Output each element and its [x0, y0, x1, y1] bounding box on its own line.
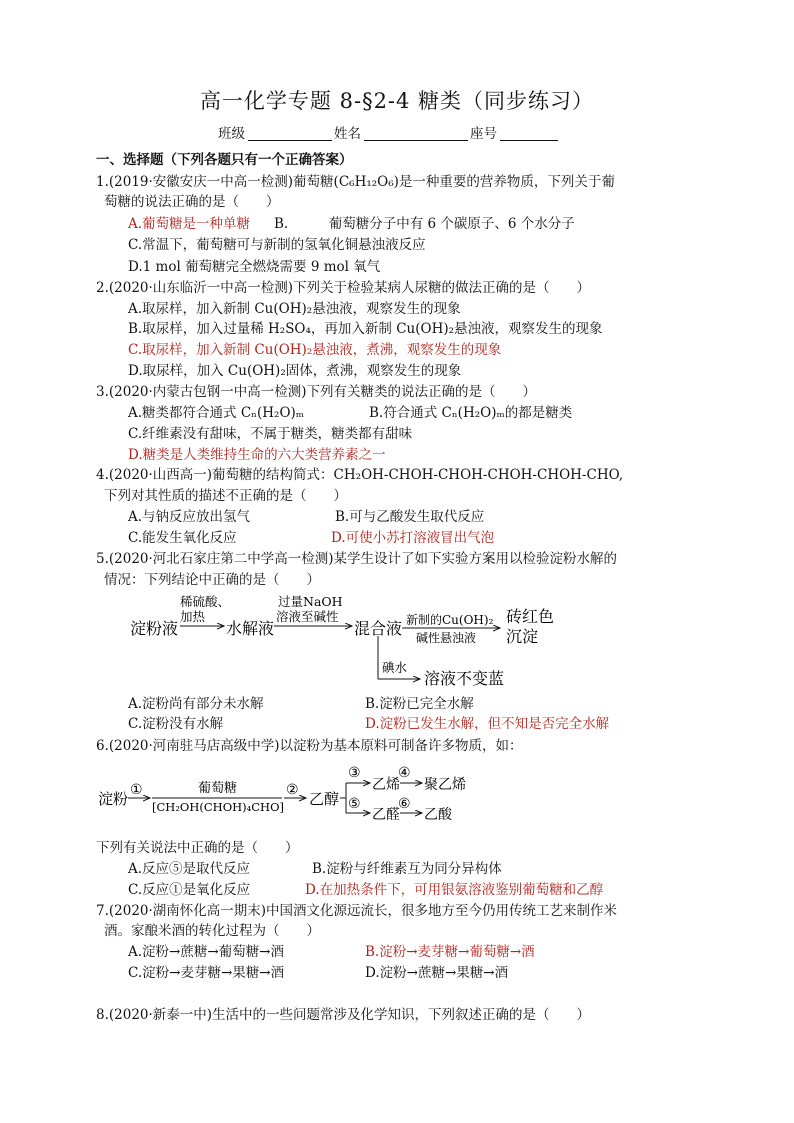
- q6-option-c[interactable]: C.反应①是氧化反应: [128, 882, 251, 898]
- q7-option-b[interactable]: B.淀粉→麦芽糖→葡萄糖→酒: [365, 944, 535, 960]
- q5-reagent1-line1: 稀硫酸、: [180, 594, 231, 609]
- q7-stem-line2: 酒。家酿米酒的转化过程为（ ）: [104, 923, 320, 939]
- class-label: 班级: [218, 126, 245, 142]
- q5-starch-solution: 淀粉液: [130, 619, 179, 638]
- q6-ethylene: 乙烯: [372, 777, 400, 793]
- q4-option-d[interactable]: D.可使小苏打溶液冒出气泡: [331, 530, 495, 546]
- q1-stem-line2: 萄糖的说法正确的是（ ）: [104, 194, 280, 210]
- q1-option-b[interactable]: B. 葡萄糖分子中有 6 个碳原子、6 个水分子: [274, 216, 575, 232]
- q7-stem-line1: 7.(2020·湖南怀化高一期末)中国酒文化源远流长，很多地方至今仍用传统工艺来制作米: [96, 903, 618, 919]
- q2-option-b[interactable]: B.取尿样，加入过量稀 H₂SO₄，再加入新制 Cu(OH)₂悬浊液，观察发生的现象: [128, 321, 603, 337]
- q5-option-b[interactable]: B.淀粉已完全水解: [365, 696, 474, 712]
- q3-stem: 3.(2020·内蒙古包钢一中高一检测)下列有关糖类的说法正确的是（ ）: [96, 384, 537, 400]
- name-label: 姓名: [334, 126, 361, 142]
- q2-option-c[interactable]: C.取尿样，加入新制 Cu(OH)₂悬浊液，煮沸，观察发生的现象: [128, 342, 502, 358]
- q6-option-b[interactable]: B.淀粉与纤维素互为同分异构体: [312, 861, 502, 877]
- q4-option-a[interactable]: A.与钠反应放出氢气: [128, 509, 251, 525]
- q5-result1-line2: 沉淀: [506, 627, 539, 646]
- q3-option-c[interactable]: C.纤维素没有甜味，不属于糖类，糖类都有甜味: [128, 426, 413, 442]
- q1-option-a[interactable]: A.葡萄糖是一种单糖: [128, 216, 251, 232]
- q5-stem-line2: 情况：下列结论中正确的是（ ）: [104, 572, 320, 588]
- q5-stem-line1: 5.(2020·河北石家庄第二中学高一检测)某学生设计了如下实验方案用以检验淀粉水解的: [96, 551, 618, 567]
- q8-stem: 8.(2020·新泰一中)生活中的一些问题常涉及化学知识，下列叙述正确的是（ ）: [96, 1007, 591, 1023]
- q5-option-a[interactable]: A.淀粉尚有部分未水解: [128, 696, 264, 712]
- q6-option-d[interactable]: D.在加热条件下，可用银氨溶液鉴别葡萄糖和乙醇: [305, 882, 604, 898]
- q2-option-d[interactable]: D.取尿样，加入 Cu(OH)₂固体，煮沸，观察发生的现象: [128, 363, 462, 379]
- q3-option-b[interactable]: B.符合通式 Cₙ(H₂O)ₘ的都是糖类: [369, 405, 573, 421]
- q1-option-c[interactable]: C.常温下，葡萄糖可与新制的氢氧化铜悬浊液反应: [128, 237, 426, 253]
- q6-step1: ①: [130, 782, 143, 798]
- seat-label: 座号: [470, 126, 497, 142]
- q6-step5: ⑤: [348, 796, 361, 812]
- page-title: 高一化学专题 8-§2-4 糖类（同步练习）: [199, 89, 595, 113]
- q5-reagent3-line1: 新制的Cu(OH)₂: [406, 613, 494, 627]
- q4-option-c[interactable]: C.能发生氧化反应: [128, 530, 237, 546]
- q2-stem: 2.(2020·山东临沂一中高一检测)下列关于检验某病人尿糖的做法正确的是（ ）: [96, 280, 591, 296]
- q5-option-c[interactable]: C.淀粉没有水解: [128, 716, 224, 732]
- q6-glucose: 葡萄糖: [198, 781, 238, 796]
- q6-step4: ④: [398, 765, 411, 781]
- q7-option-d[interactable]: D.淀粉→蔗糖→果糖→酒: [365, 965, 509, 981]
- q3-option-a[interactable]: A.糖类都符合通式 Cₙ(H₂O)ₘ: [128, 405, 305, 421]
- q6-stem2: 下列有关说法中正确的是（ ）: [96, 840, 299, 856]
- q3-option-d[interactable]: D.糖类是人类维持生命的六大类营养素之一: [128, 447, 386, 463]
- q6-glucose-formula: [CH₂OH(CHOH)₄CHO]: [152, 800, 284, 814]
- q2-option-a[interactable]: A.取尿样，加入新制 Cu(OH)₂悬浊液，观察发生的现象: [128, 301, 461, 317]
- q6-step6: ⑥: [398, 796, 411, 812]
- q5-reagent1-line2: 加热: [180, 609, 206, 624]
- q7-option-a[interactable]: A.淀粉→蔗糖→葡萄糖→酒: [128, 944, 284, 960]
- q6-acetic-acid: 乙酸: [424, 807, 452, 823]
- q6-step3: ③: [348, 765, 361, 781]
- q5-reagent2-line2: 溶液至碱性: [276, 609, 339, 624]
- q5-reagent2-line1: 过量NaOH: [278, 594, 343, 609]
- q5-hydrolysate: 水解液: [226, 619, 275, 638]
- section-heading: 一、选择题（下列各题只有一个正确答案）: [96, 152, 353, 168]
- q6-polyethylene: 聚乙烯: [424, 777, 466, 793]
- q6-ethanol: 乙醇: [309, 790, 340, 808]
- q6-starch: 淀粉: [98, 790, 129, 808]
- q7-option-c[interactable]: C.淀粉→麦芽糖→果糖→酒: [128, 965, 285, 981]
- q4-stem-line1: 4.(2020·山西高一)葡萄糖的结构简式：CH₂OH-CHOH-CHOH-CHOH-CHOH-CHO,: [96, 467, 624, 483]
- q6-option-a[interactable]: A.反应⑤是取代反应: [128, 861, 251, 877]
- q5-reagent3-line2: 碱性悬浊液: [416, 631, 477, 645]
- q5-reagent4: 碘水: [382, 660, 408, 675]
- q1-option-d[interactable]: D.1 mol 葡萄糖完全燃烧需要 9 mol 氧气: [128, 259, 381, 275]
- q4-option-b[interactable]: B.可与乙酸发生取代反应: [335, 509, 485, 525]
- q6-step2: ②: [286, 782, 299, 798]
- q6-stem: 6.(2020·河南驻马店高级中学)以淀粉为基本原料可制备许多物质，如：: [96, 738, 523, 754]
- q5-mixture: 混合液: [354, 619, 403, 638]
- q5-result1-line1: 砖红色: [506, 607, 555, 626]
- q1-stem-line1: 1.(2019·安徽安庆一中高一检测)葡萄糖(C₆H₁₂O₆)是一种重要的营养物质，下列关于葡: [96, 174, 615, 190]
- q5-option-d[interactable]: D.淀粉已发生水解，但不知是否完全水解: [365, 716, 610, 732]
- q4-stem-line2: 下列对其性质的描述不正确的是（ ）: [104, 488, 347, 504]
- q6-acetaldehyde: 乙醛: [372, 807, 400, 823]
- q5-result2: 溶液不变蓝: [424, 669, 505, 688]
